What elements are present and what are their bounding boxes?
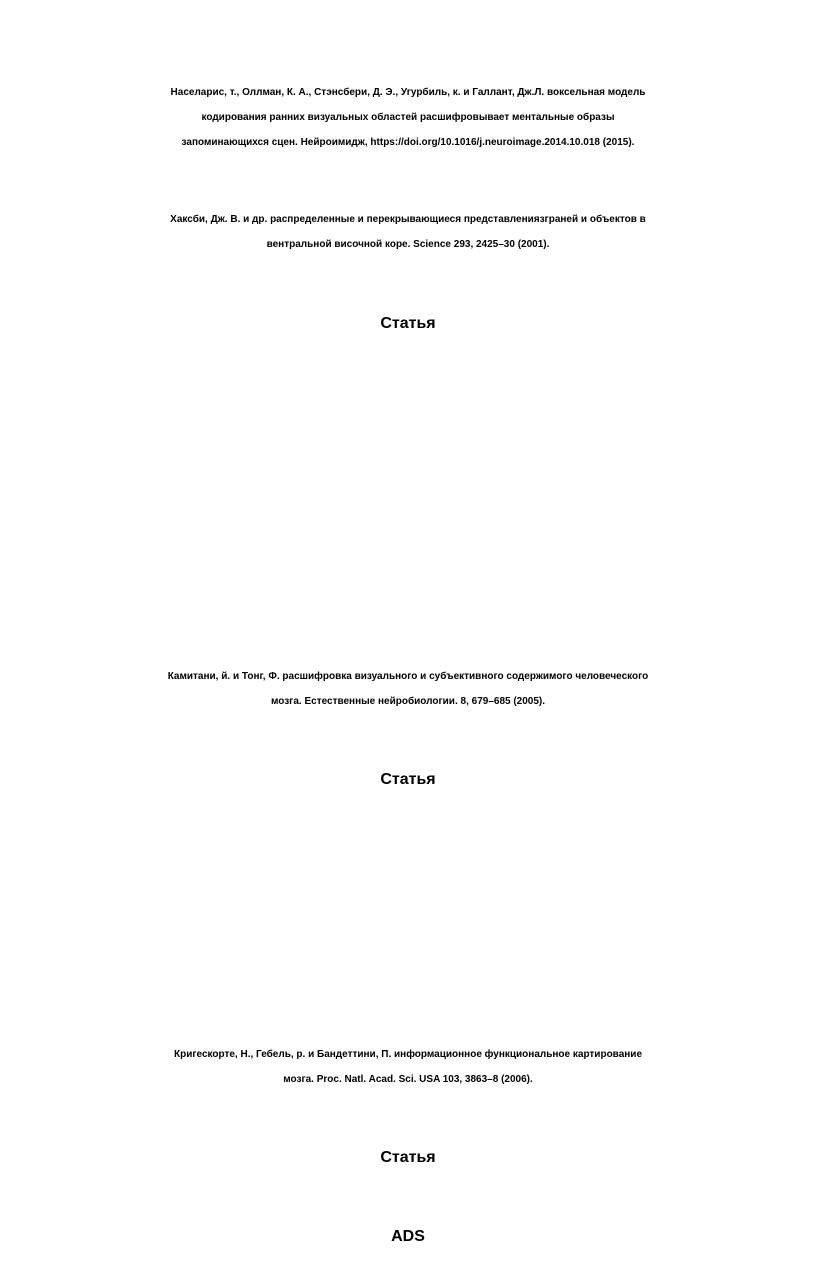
reference-line: мозга. Proc. Natl. Acad. Sci. USA 103, 3863–8 (2006). bbox=[283, 1074, 533, 1085]
reference-line: запоминающихся сцен. Нейроимидж, https://doi.org/10.1016/j.neuroimage.2014.10.018 (2015). bbox=[181, 137, 635, 148]
article-link-row bbox=[0, 1148, 816, 1168]
ads-link-row bbox=[0, 1227, 816, 1247]
reference-line: Населарис, т., Оллман, К. А., Стэнсбери, Д. Э., Угурбиль, к. и Галлант, Дж.Л. воксельная модель bbox=[170, 87, 646, 98]
reference-line: Камитани, й. и Тонг, Ф. расшифровка визуального и субъективного содержимого человеческого bbox=[167, 671, 649, 682]
article-link-row bbox=[0, 314, 816, 334]
reference-4 bbox=[0, 1042, 816, 1092]
reference-line: мозга. Естественные нейробиологии. 8, 679–685 (2005). bbox=[270, 696, 546, 707]
reference-2 bbox=[0, 207, 816, 257]
reference-line: Хаксби, Дж. В. и др. распределенные и перекрывающиеся представлениязграней и объектов в bbox=[170, 214, 646, 225]
article-link[interactable]: Статья bbox=[380, 315, 436, 332]
article-link-row bbox=[0, 770, 816, 790]
reference-line: вентральной височной коре. Science 293, 2425–30 (2001). bbox=[266, 239, 550, 250]
reference-3 bbox=[0, 664, 816, 714]
reference-1 bbox=[0, 80, 816, 155]
reference-line: кодирования ранних визуальных областей расшифровывает ментальные образы bbox=[201, 112, 615, 123]
article-link[interactable]: Статья bbox=[380, 1149, 436, 1166]
ads-link[interactable]: ADS bbox=[391, 1228, 425, 1245]
article-link[interactable]: Статья bbox=[380, 771, 436, 788]
reference-line: Кригескорте, Н., Гебель, р. и Бандеттини, П. информационное функциональное картирование bbox=[173, 1049, 643, 1060]
